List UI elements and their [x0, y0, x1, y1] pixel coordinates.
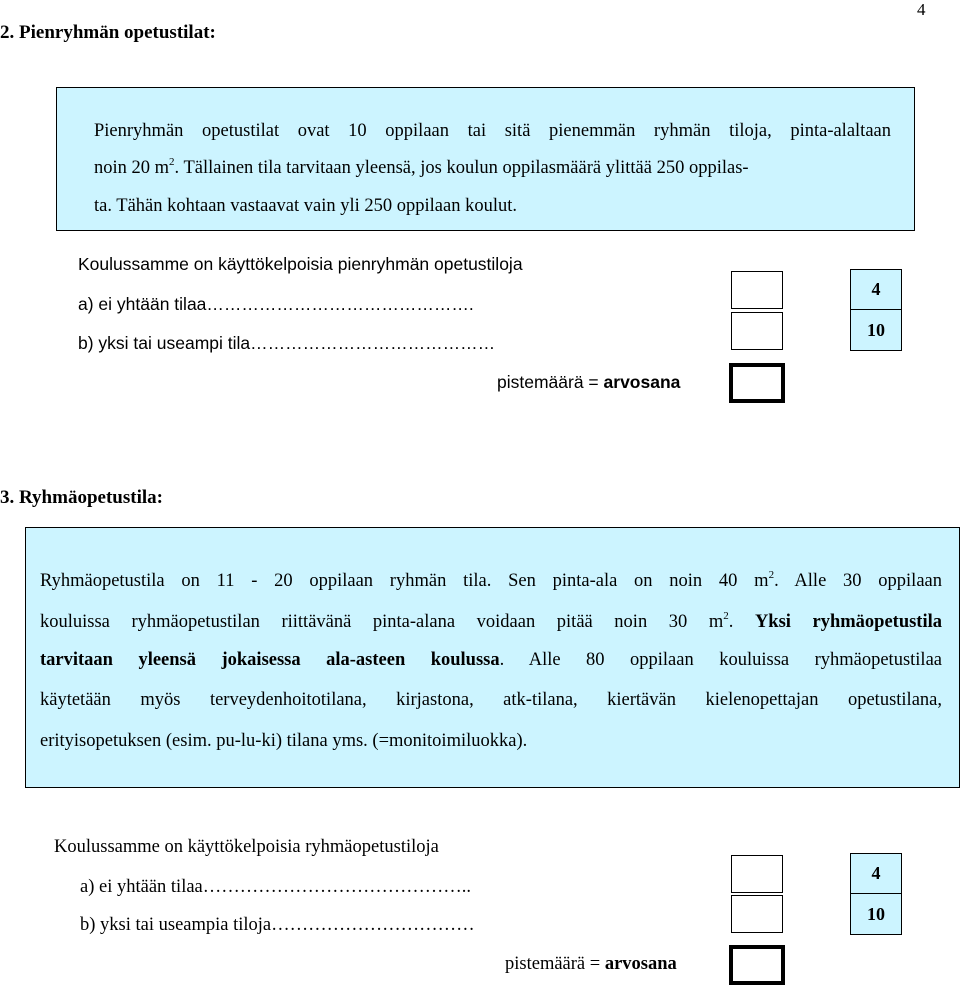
section-3-option-b: b) yksi tai useampia tiloja……………………………: [80, 915, 475, 935]
page-number: 4: [917, 0, 926, 19]
score-label: pistemäärä =: [505, 954, 601, 974]
section-3-para-line-1: Ryhmäopetustila on 11 - 20 oppilaan ryhmän tila. Sen pinta-ala on noin 40 $m^2$. Alle 30 oppilaan: [40, 569, 942, 591]
section-2-score-table: [850, 269, 902, 351]
section-3-para-line-5: erityisopetuksen (esim. pu-lu-ki) tilana yms. (=monitoimiluokka).: [40, 731, 528, 751]
score-value-10: 10: [867, 903, 885, 924]
section-3-para-line-4: käytetään myös terveydenhoitotilana, kirjastona, atk-tilana, kiertävän kielenopettajan opetustilana,: [40, 690, 942, 710]
score-label: pistemäärä =: [497, 372, 599, 392]
section-3-result-box[interactable]: [729, 945, 785, 985]
section-3-option-b-checkbox[interactable]: [731, 895, 783, 933]
score-value-4: 4: [851, 854, 901, 894]
grade-label: arvosana: [603, 372, 681, 392]
section-3-question: Koulussamme on käyttökelpoisia ryhmäopetustiloja: [54, 837, 439, 857]
section-3-para-line-2: kouluissa ryhmäopetustilan riittävänä pinta-alana voidaan pitää noin 30 $m^2$. Yksi ryhmäopetustila: [40, 610, 942, 632]
section-2-option-b-checkbox[interactable]: [731, 312, 783, 350]
section-2-info-line-3: ta. Tähän kohtaan vastaavat vain yli 250 oppilaan koulut.: [94, 196, 517, 216]
section-2-score-line: [497, 372, 680, 393]
superscript-2: 2: [169, 156, 175, 168]
section-3-para-line-3: tarvitaan yleensä jokaisessa ala-asteen koulussa. Alle 80 oppilaan kouluissa ryhmäopetustilaa: [40, 650, 942, 670]
section-3-score-line: [505, 954, 677, 975]
grade-label: arvosana: [604, 954, 677, 974]
section-2-result-box[interactable]: [729, 363, 785, 403]
score-value-10: 10: [867, 319, 885, 340]
section-3-score-table: [850, 853, 902, 935]
section-2-info-line-1: Pienryhmän opetustilat ovat 10 oppilaan tai sitä pienemmän ryhmän tiloja, pinta-alaltaan: [94, 121, 891, 141]
score-value-4: 4: [851, 270, 901, 310]
section-2-question: Koulussamme on käyttökelpoisia pienryhmän opetustiloja: [78, 254, 523, 274]
section-2-option-b: b) yksi tai useampi tila……………………………………: [78, 333, 496, 353]
section-2-heading: 2. Pienryhmän opetustilat:: [0, 22, 216, 43]
section-3-heading: 3. Ryhmäopetustila:: [0, 487, 163, 508]
section-2-option-a: a) ei yhtään tilaa……………………………………….: [78, 294, 474, 314]
section-2-info-line-2: noin 20 $m^2$. Tällainen tila tarvitaan yleensä, jos koulun oppilasmäärä ylittää 250 oppilas-: [94, 156, 749, 178]
section-3-option-a: a) ei yhtään tilaa……………………………………..: [80, 877, 472, 897]
section-3-option-a-checkbox[interactable]: [731, 855, 783, 893]
section-2-option-a-checkbox[interactable]: [731, 271, 783, 309]
